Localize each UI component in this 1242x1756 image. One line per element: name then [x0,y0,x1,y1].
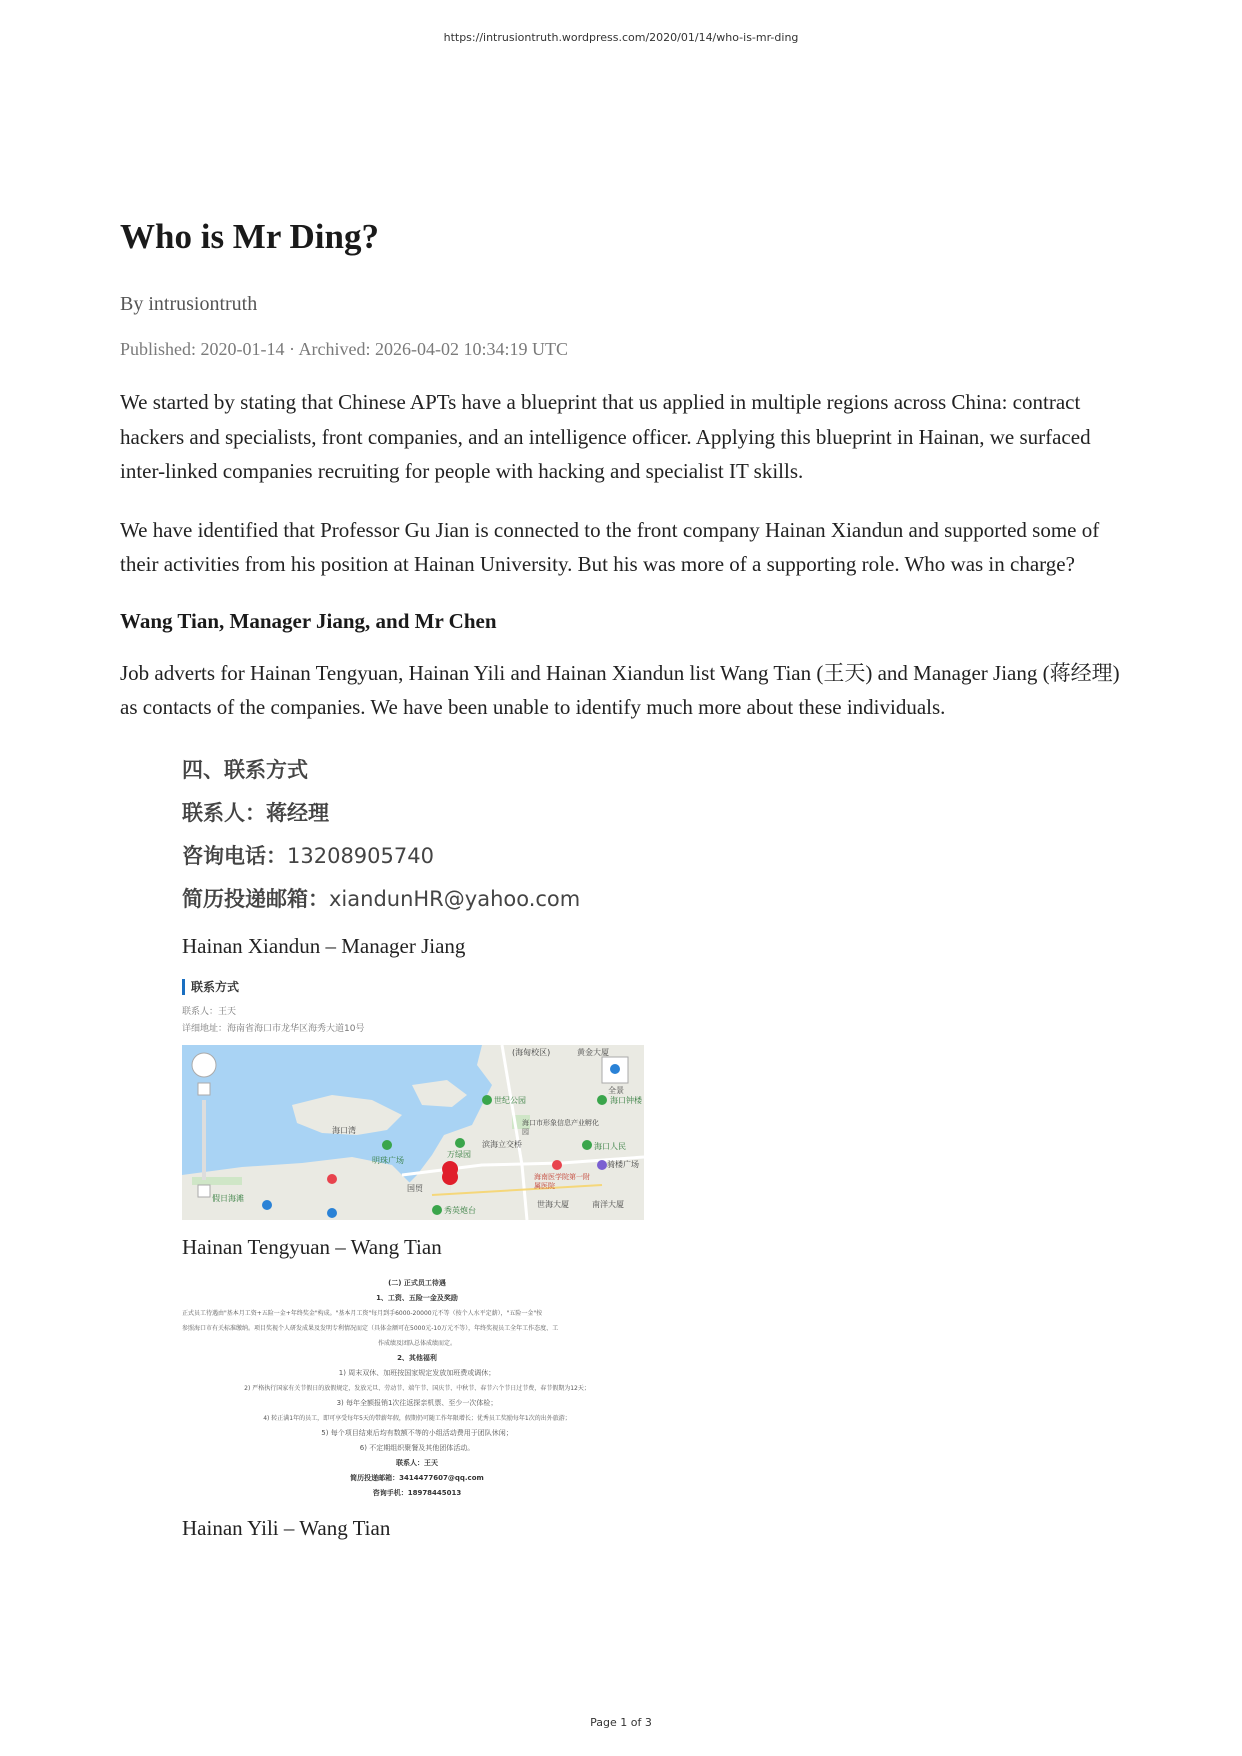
map-label: 黄金大厦 [577,1047,609,1057]
map-label: 海口市形象信息产业孵化园 [522,1118,599,1136]
doc-line: 2、其他福利 [397,1353,437,1362]
map-label: 万绿园 [447,1149,471,1159]
doc-line: 6) 不定期组织聚餐及其他团体活动。 [359,1443,475,1452]
contact-email [182,878,602,921]
doc-line: 咨询手机：18978445013 [372,1488,462,1497]
map-label: 全景 [608,1085,624,1095]
map-label: 海口钟楼 [610,1095,642,1105]
map-image [182,979,644,1220]
map-label: 骑楼广场 [607,1159,639,1169]
map-label: 世纪公园 [494,1095,526,1105]
article [120,212,1130,1543]
map-label: 海口人民 [594,1141,626,1151]
figure-caption: Hainan Tengyuan – Wang Tian [182,1234,442,1259]
map-heading: 联系方式 [182,979,644,995]
map-label: 南洋大厦 [592,1199,624,1209]
doc-line: 4) 转正满1年的员工，即可享受每年5天的带薪年假，假期仍可随工作年限增长；优秀员工奖励每年1次的出外旅游； [263,1414,571,1422]
map-label: 秀英炮台 [444,1205,476,1215]
figure-yili-doc [182,1276,1130,1543]
page-url-header: https://intrusiontruth.wordpress.com/2020/01/14/who-is-mr-ding [443,31,799,44]
map-view [182,1045,644,1220]
page-number: Page 1 of 3 [590,1716,652,1729]
paragraph-1: We started by stating that Chinese APTs have a blueprint that us applied in multiple regions across China: contract hackers and specialists, front companies, and an intelligence officer. Applying this blueprint in Hainan, we surfaced inter-linked companies recruiting for people with hacking and specialist IT skills. [120,390,1091,483]
map-label: 滨海立交桥 [482,1139,522,1149]
phone-value: 13208905740 [287,843,434,868]
map-label: 海南医学院第一附属医院 [534,1172,590,1190]
doc-line: 正式员工待遇由"基本月工资+五险一金+年终奖金"构成。"基本月工资"每月到手6000-20000元不等（按个人水平定薪），"五险一金"按 [182,1309,543,1317]
figure-caption: Hainan Xiandun – Manager Jiang [182,933,466,958]
contact-phone [182,835,602,878]
doc-line: 1、工资、五险一金及奖励 [376,1293,458,1302]
map-label: 假日海滩 [212,1193,244,1203]
section-heading: Wang Tian, Manager Jiang, and Mr Chen [120,608,497,633]
map-label: 世海大厦 [537,1199,569,1209]
doc-line: 1) 周末双休、加班按国家规定发放加班费或调休； [338,1368,496,1377]
email-label: 简历投递邮箱： [182,886,329,911]
article-meta: Published: 2020-01-14 · Archived: 2026-04-02 10:34:19 UTC [120,339,568,359]
map-contact: 联系人：王天 [182,1006,237,1017]
contact-heading: 四、联系方式 [182,757,308,782]
article-title: Who is Mr Ding? [120,217,379,256]
article-byline: By intrusiontruth [120,293,258,315]
map-label: (海甸校区) [512,1047,551,1057]
paragraph-3: Job adverts for Hainan Tengyuan, Hainan Yili and Hainan Xiandun list Wang Tian (王天) and Manager Jiang (蒋经理) as contacts of the companies. We have been unable to identify much more about these individuals. [120,660,1120,719]
paragraph-2: We have identified that Professor Gu Jian is connected to the front company Hainan Xiandun and supported some of their activities from his position at Hainan University. But his was more of a supporting role. Who was in charge? [120,517,1100,576]
figure-caption: Hainan Yili – Wang Tian [182,1515,391,1540]
map-label: 国贸 [407,1183,423,1193]
doc-line: 作成绩及团队总体成绩而定。 [377,1339,456,1347]
contact-person: 联系人：蒋经理 [182,800,329,825]
doc-line: 参照海口市有关标准缴纳。项目奖视个人研发成果及发明专利情况而定（具体金额可在5000元-10万元不等），年终奖视员工全年工作态度、工 [182,1324,559,1332]
map-address: 详细地址：海南省海口市龙华区海秀大道10号 [182,1023,365,1034]
email-value: xiandunHR@yahoo.com [329,886,581,911]
doc-line: (二) 正式员工待遇 [388,1278,446,1287]
map-label: 明珠广场 [372,1155,404,1165]
phone-label: 咨询电话： [182,843,287,868]
doc-line: 5) 每个项目结束后均有数额不等的小组活动费用于团队休闲； [321,1428,513,1437]
map-label: 海口湾 [332,1125,356,1135]
doc-image [182,1276,652,1501]
doc-line: 联系人：王天 [396,1458,438,1467]
doc-line: 2) 严格执行国家有关节假日的放假规定，发放元旦、劳动节、端午节、国庆节、中秋节、春节六个节日过节费，春节假期为12天； [244,1384,590,1392]
figure-xiandun-contact [182,749,1130,961]
doc-line: 简历投递邮箱：3414477607@qq.com [350,1473,484,1482]
contact-image [182,749,602,921]
doc-line: 3) 每年全额报销1次往返探亲机票、至少一次体检； [336,1398,498,1407]
figure-tengyuan-map [182,979,1130,1262]
